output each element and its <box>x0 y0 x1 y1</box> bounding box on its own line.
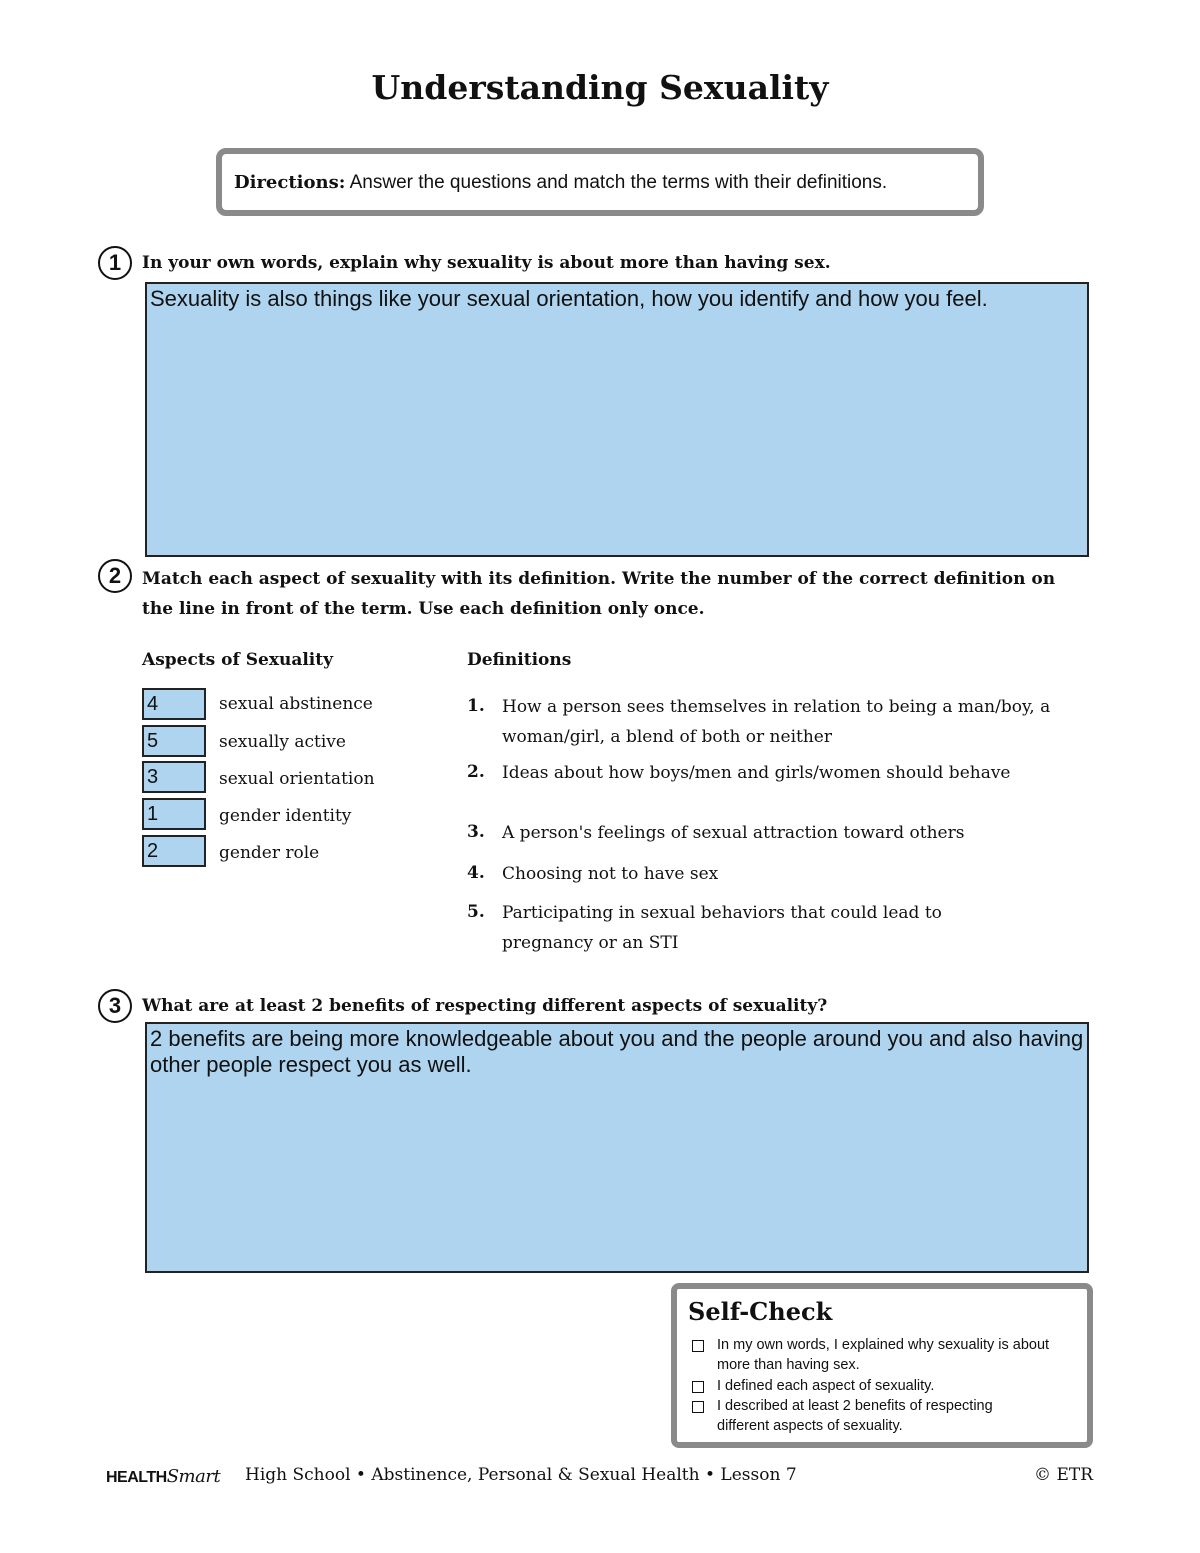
aspect-answer-field[interactable]: 2 <box>142 835 206 867</box>
question-1-prompt: In your own words, explain why sexuality is about more than having sex. <box>142 253 831 273</box>
definition-text: A person's feelings of sexual attraction toward others <box>502 823 965 843</box>
definition-number: 2. <box>467 762 485 782</box>
aspect-answer-field[interactable]: 3 <box>142 761 206 793</box>
question-1-answer-field[interactable]: Sexuality is also things like your sexual orientation, how you identify and how you feel. <box>145 282 1089 557</box>
directions-label: Directions: <box>234 172 346 193</box>
definition-number: 3. <box>467 822 485 842</box>
aspect-term: gender identity <box>219 806 352 826</box>
self-check-item: In my own words, I explained why sexuality is about more than having sex. <box>717 1337 1050 1373</box>
aspect-answer-field[interactable]: 1 <box>142 798 206 830</box>
checkbox[interactable] <box>692 1340 704 1352</box>
definition-text: Participating in sexual behaviors that could lead to pregnancy or an STI <box>502 903 942 953</box>
aspects-header: Aspects of Sexuality <box>142 650 333 670</box>
question-3-prompt: What are at least 2 benefits of respecting different aspects of sexuality? <box>142 996 828 1016</box>
directions-text: Answer the questions and match the terms with their definitions. <box>345 172 888 193</box>
aspect-term: sexual abstinence <box>219 694 373 714</box>
question-3-answer-field[interactable]: 2 benefits are being more knowledgeable about you and the people around you and also having other people respect you as well. <box>145 1022 1089 1273</box>
checkbox[interactable] <box>692 1401 704 1413</box>
self-check-box <box>671 1283 1093 1448</box>
question-1-number: 1 <box>98 246 132 280</box>
self-check-item: I described at least 2 benefits of respecting different aspects of sexuality. <box>717 1398 993 1434</box>
self-check-title: Self-Check <box>688 1297 833 1326</box>
definition-text: How a person sees themselves in relation to being a man/boy, a woman/girl, a blend of both or neither <box>502 697 1051 747</box>
aspect-term: gender role <box>219 843 320 863</box>
definition-text: Choosing not to have sex <box>502 864 719 884</box>
question-3-number: 3 <box>98 989 132 1023</box>
aspect-term: sexual orientation <box>219 769 375 789</box>
healthsmart-logo: HEALTHSmart <box>106 1466 221 1487</box>
question-2-number: 2 <box>98 559 132 593</box>
aspect-answer-field[interactable]: 4 <box>142 688 206 720</box>
definition-number: 5. <box>467 902 485 922</box>
copyright: © ETR <box>1034 1465 1093 1485</box>
question-2-prompt: Match each aspect of sexuality with its definition. Write the number of the correct definition on the line in front of the term. Use each definition only once. <box>142 569 1056 619</box>
definitions-header: Definitions <box>467 650 572 670</box>
definition-number: 1. <box>467 696 485 716</box>
aspect-term: sexually active <box>219 732 346 752</box>
footer-text: High School • Abstinence, Personal & Sexual Health • Lesson 7 <box>245 1465 797 1485</box>
checkbox[interactable] <box>692 1381 704 1393</box>
aspect-answer-field[interactable]: 5 <box>142 725 206 757</box>
definition-text: Ideas about how boys/men and girls/women should behave <box>502 763 1011 783</box>
self-check-item: I defined each aspect of sexuality. <box>717 1378 935 1394</box>
definition-number: 4. <box>467 863 485 883</box>
directions-box <box>216 148 984 216</box>
page-title: Understanding Sexuality <box>371 68 829 107</box>
